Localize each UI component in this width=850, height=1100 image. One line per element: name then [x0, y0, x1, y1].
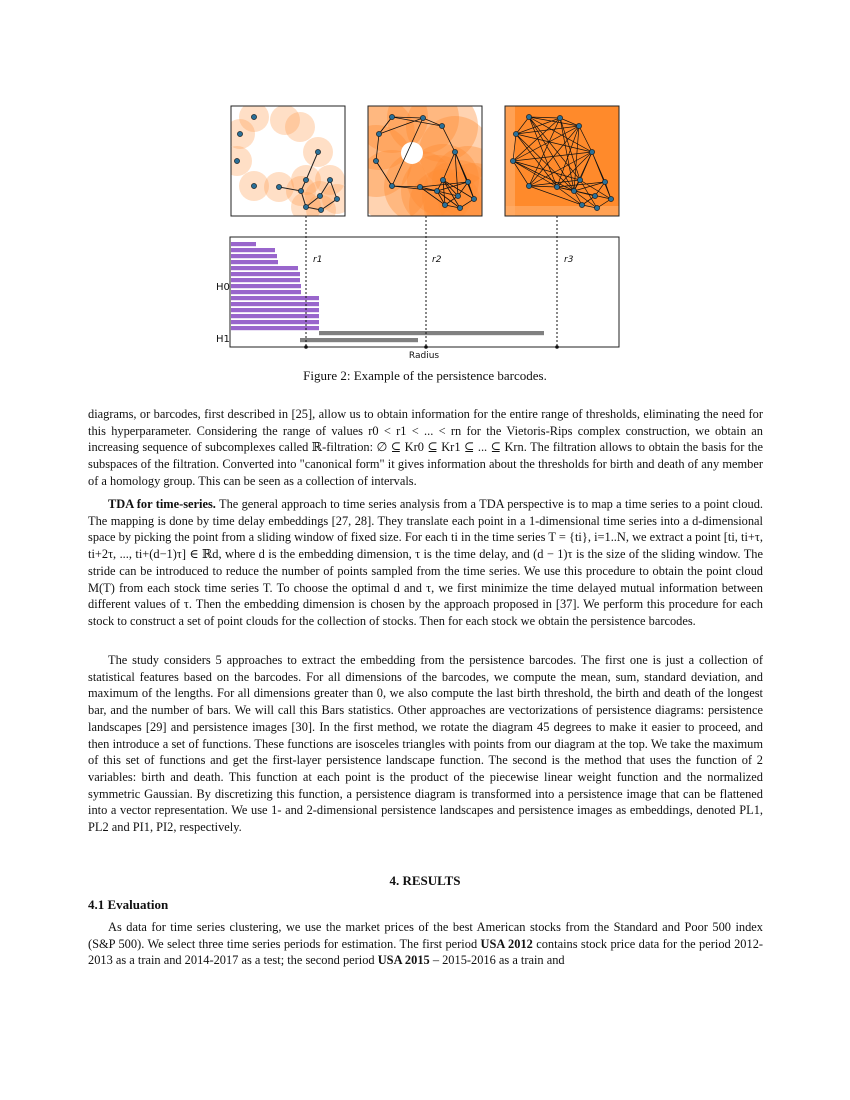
h0-label: H0	[216, 282, 230, 293]
section-heading: 4. RESULTS	[389, 873, 461, 888]
radius-axis-label: Radius	[408, 351, 440, 361]
r3-label: r3	[564, 255, 574, 265]
usa-2015: USA 2015	[377, 953, 430, 968]
figure-caption: Figure 2: Example of the persistence barcodes.	[303, 368, 547, 383]
paragraph-approaches: The study considers 5 approaches to extract the embedding from the persistence barcodes. The first one is just a collection of statistical features based on the barcodes. For all dimensions of the barcodes, we compute the mean, sum, standard deviation, and maximum of the lengths. For all dimensions greater than 0, we also compute the last birth threshold, the birth and death of the longest bar, and the number of bars. We will call this Bars statistics. Other approaches are vectorizations of persistence diagrams: persistence landscapes [29] and persistence images [30]. In the first method, we rotate the diagram 45 degrees to make it easier to proceed, and then introduce a set of functions. These functions are isosceles triangles with points from our diagram at the top. We take the maximum of this set of functions and get the first-layer persistence landscape function. The second is the method that uses the function of 2 variables: birth and death. This function at each point is the product of the piecewise linear weight function and the normalized symmetric Gaussian. By discretizing this function, a persistence diagram is transformed into a persistence image that can be flattened into a vector representation. We use 1- and 2-dimensional persistence landscapes and persistence images as embeddings, denoted PL1, PL2 and PI1, PI2, respectively.	[88, 653, 763, 835]
r2-label: r2	[432, 255, 442, 265]
usa-2012: USA 2012	[480, 936, 533, 951]
vr-panel-r3	[505, 106, 619, 216]
paragraph-tda-time-series	[88, 496, 763, 630]
paragraph-evaluation: As data for time series clustering, we use the market prices of the best American stocks from the Standard and Poor 500 index (S&P 500). We select three time series periods for estimation. The first period USA 2012 contains stock price data for the period 2012-2013 as a train and 2014-2017 as a test; the second period USA 2015 – 2015-2016 as a train and	[88, 920, 764, 968]
subsection-heading: 4.1 Evaluation	[88, 897, 169, 912]
vr-panel-r1	[222, 102, 352, 225]
paragraph-barcodes: diagrams, or barcodes, first described in [25], allow us to obtain information for the entire range of thresholds, eliminating the need for this hyperparameter. Considering the range of values r0 < r1 < ... < rn for the Vietoris-Rips complex construction, we obtain an increasing sequence of subcomplexes called ℝ-filtration: ∅ ⊆ Kr0 ⊆ Kr1 ⊆ ... ⊆ Krn. The filtration allows to obtain the basis for the subspaces of the filtration. Converted into "canonical form" it gives information about the thresholds for birth and death of any member of a homology group. This can be seen as a collection of intervals.	[88, 407, 763, 488]
h1-bars	[300, 331, 544, 342]
r1-label: r1	[313, 255, 323, 265]
vr-panel-r2	[340, 81, 510, 244]
h1-label: H1	[216, 334, 230, 345]
tda-body: The general approach to time series analysis from a TDA perspective is to map a time series to a point cloud. The mapping is done by time delay embeddings [27, 28]. They translate each point in a 1-dimensional time series into a d-dimensional space by picking the point from a sliding window of fixed size. For each ti in the time series T = {ti}, i=1..N, we extract a point [ti, ti+τ, ti+2τ, ..., ti+(d−1)τ] ∈ ℝd, where d is the embedding dimension, τ is the time delay, and (d − 1)τ is the size of the sliding window. The stride can be introduced to reduce the number of points sampled from the time series. We use this procedure to obtain the point cloud M(T) from each stock time series T. To choose the optimal d and τ, we first minimize the time delayed mutual information between different values of τ. Then the embedding dimension is chosen by the approach proposed in [37]. We perform this procedure for each stock to construct a set of point clouds for the collection of stocks. Then for each stock we obtain the persistence barcodes.	[88, 497, 763, 628]
tda-heading: TDA for time-series.	[108, 497, 216, 511]
persistence-figure	[0, 0, 850, 400]
